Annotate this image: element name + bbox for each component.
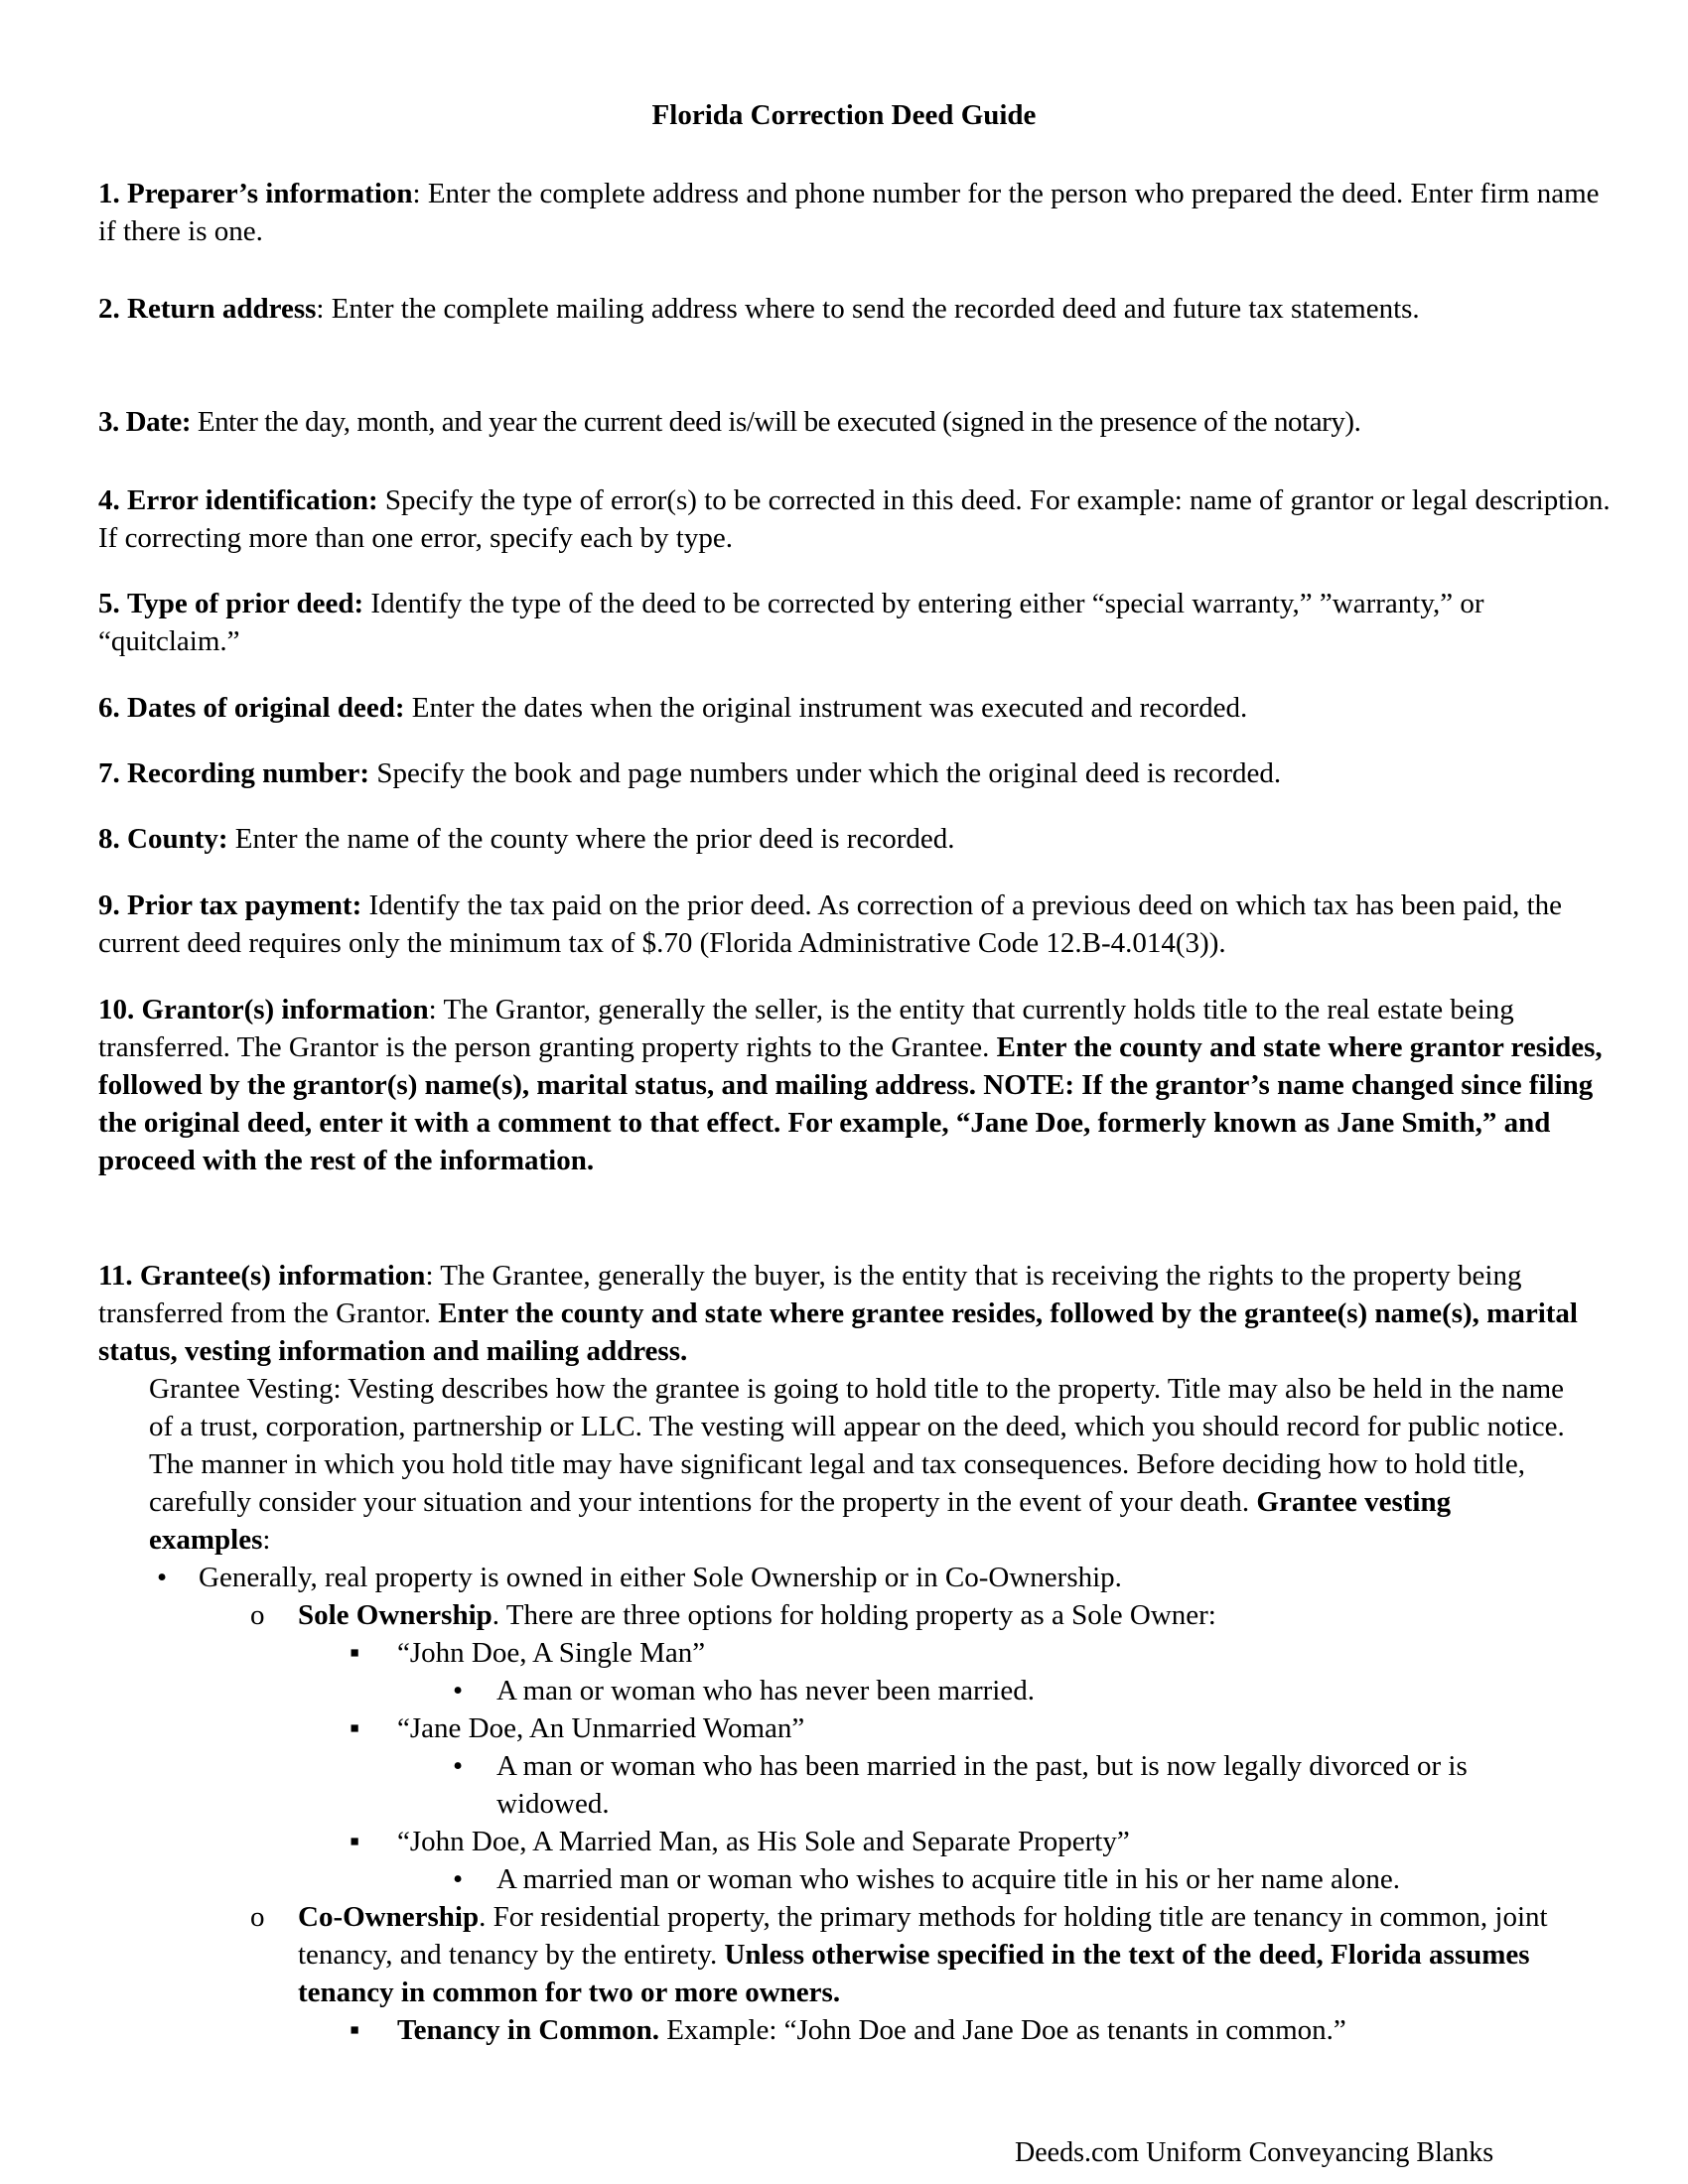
vesting-examples-label: Grantee vesting examples <box>149 1486 1452 1556</box>
square-marker: ▪ <box>350 1826 360 1857</box>
item-dates-of-original-deed <box>98 689 1613 727</box>
co-ownership-label: Co-Ownership <box>298 1901 480 1933</box>
item-text: Enter the name of the county where the prior deed is recorded. <box>227 823 955 855</box>
item-return-address: 2. Return address: Enter the complete mailing address where to send the recorded deed and future tax statements. <box>98 293 1420 325</box>
tenancy-in-common-label: Tenancy in Common. <box>397 2014 660 2046</box>
bullet-marker: • <box>157 1562 168 1593</box>
item-number: 8. <box>98 823 120 855</box>
item-text: Enter the dates when the original instrument was executed and recorded. <box>404 692 1248 724</box>
list-item-description: A man or woman who has been married in the past, but is now legally divorced or is widowed. <box>496 1750 1468 1820</box>
item-prior-tax-payment <box>98 887 1613 962</box>
item-grantor-info: 10. Grantor(s) information: The Grantor, generally the seller, is the entity that currently holds title to the real estate being transferred. The Grantor is the person granting property rights to the Grantee. Enter the county and state where grantor resides, followed by the grantor(s) name(s), marital status, and mailing address. NOTE: If the grantor’s name changed since filing the original deed, enter it with a comment to that effect. For example, “Jane Doe, formerly known as Jane Smith,” and proceed with the rest of the information. <box>98 994 1603 1176</box>
vesting-text: Grantee Vesting: Vesting describes how the grantee is going to hold title to the property. Title may also be held in the name of a trust, corporation, partnership or LLC. The vesting will appear on the deed, which you should record for public notice. The manner in which you hold title may have significant legal and tax consequences. Before deciding how to hold title, carefully consider your situation and your intentions for the property in the event of your death. <box>149 1373 1565 1518</box>
item-number: 4. <box>98 484 120 516</box>
item-number: 3. <box>98 406 119 438</box>
item-number: 10. <box>98 994 135 1025</box>
page-footer: Deeds.com Uniform Conveyancing Blanks <box>1015 2137 1494 2168</box>
item-recording-number <box>98 754 1613 792</box>
item-number: 6. <box>98 692 120 724</box>
list-item-co-ownership: Co-Ownership. For residential property, the primary methods for holding title are tenancy in common, joint tenancy, and tenancy by the entirety. Unless otherwise specified in the text of the deed, Florida assumes tenancy in common for two or more owners. <box>298 1901 1548 2008</box>
item-emphasis: Enter the county and state where grantor resides, followed by the grantor(s) name(s), marital status, and mailing address. NOTE: If the grantor’s name changed since filing the original deed, enter it with a comment to that effect. For example, “Jane Doe, formerly known as Jane Smith,” and proceed with the rest of the information. <box>98 1031 1603 1176</box>
item-label: Error identification: <box>127 484 378 516</box>
item-text: Enter the day, month, and year the current deed is/will be executed (signed in the presence of the notary). <box>191 406 1361 438</box>
list-item-description: A married man or woman who wishes to acquire title in his or her name alone. <box>496 1863 1401 1895</box>
item-text: The Grantor, generally the seller, is the entity that currently holds title to the real estate being transferred. The Grantor is the person granting property rights to the Grantee. <box>98 994 1514 1063</box>
item-text: Enter the complete mailing address where to send the recorded deed and future tax statements. <box>324 293 1420 325</box>
co-ownership-emphasis: Unless otherwise specified in the text of the deed, Florida assumes tenancy in common for two or more owners. <box>298 1939 1530 2008</box>
sole-ownership-label: Sole Ownership <box>298 1599 492 1631</box>
item-preparer-info: 1. Preparer’s information: Enter the complete address and phone number for the person who prepared the deed. Enter firm name if there is one. <box>98 178 1600 247</box>
item-type-of-prior-deed <box>98 585 1613 660</box>
item-number: 5. <box>98 588 120 619</box>
square-marker: ▪ <box>350 2014 360 2046</box>
item-error-identification <box>98 481 1613 557</box>
bullet-marker: • <box>453 1675 464 1706</box>
item-text: Enter the complete address and phone number for the person who prepared the deed. Enter firm name if there is one. <box>98 178 1600 247</box>
item-number: 7. <box>98 757 120 789</box>
item-label: Date: <box>125 406 192 438</box>
item-number: 1. <box>98 178 120 209</box>
item-text: Specify the type of error(s) to be corrected in this deed. For example: name of grantor or legal description. If correcting more than one error, specify each by type. <box>98 484 1611 554</box>
item-label: Type of prior deed: <box>127 588 364 619</box>
list-item-example: “John Doe, A Single Man” <box>397 1637 706 1669</box>
grantee-vesting-paragraph: Grantee Vesting: Vesting describes how the grantee is going to hold title to the property. Title may also be held in the name of a trust, corporation, partnership or LLC. The vesting will appear on the deed, which you should record for public notice. The manner in which you hold title may have significant legal and tax consequences. Before deciding how to hold title, carefully consider your situation and your intentions for the property in the event of your death. Grantee vesting examples: <box>149 1373 1565 1556</box>
item-label: Grantor(s) information <box>141 994 429 1025</box>
bullet-marker: • <box>453 1750 464 1782</box>
item-label: Grantee(s) information <box>139 1260 426 1292</box>
list-item-sole-ownership: Sole Ownership. There are three options for holding property as a Sole Owner: <box>298 1599 1216 1631</box>
item-label: Dates of original deed: <box>127 692 405 724</box>
item-text: Identify the tax paid on the prior deed. As correction of a previous deed on which tax has been paid, the current deed requires only the minimum tax of $.70 (Florida Administrative Code 12.B-4.014(3)). <box>98 889 1563 959</box>
circle-marker: o <box>250 1599 265 1631</box>
item-text: Specify the book and page numbers under which the original deed is recorded. <box>369 757 1282 789</box>
square-marker: ▪ <box>350 1712 360 1744</box>
item-county <box>98 820 1613 858</box>
square-marker: ▪ <box>350 1637 360 1669</box>
list-item-tenancy-in-common: Tenancy in Common. Example: “John Doe and Jane Doe as tenants in common.” <box>397 2014 1346 2046</box>
item-grantee-info: 11. Grantee(s) information: The Grantee, generally the buyer, is the entity that is receiving the rights to the property being transferred from the Grantor. Enter the county and state where grantee resides, followed by the grantee(s) name(s), marital status, vesting information and mailing address. <box>98 1260 1578 1367</box>
item-label: Preparer’s information <box>127 178 413 209</box>
list-item-description: A man or woman who has never been married. <box>496 1675 1035 1706</box>
item-number: 9. <box>98 889 120 921</box>
item-date <box>98 403 1613 441</box>
bullet-marker: • <box>453 1863 464 1895</box>
item-text: Identify the type of the deed to be corrected by entering either “special warranty,” ”warranty,” or “quitclaim.” <box>98 588 1484 657</box>
item-label: Return address <box>127 293 317 325</box>
page-title: Florida Correction Deed Guide <box>651 99 1037 131</box>
item-number: 11. <box>98 1260 133 1292</box>
list-item-generally: Generally, real property is owned in either Sole Ownership or in Co-Ownership. <box>199 1562 1122 1593</box>
item-emphasis: Enter the county and state where grantee resides, followed by the grantee(s) name(s), marital status, vesting information and mailing address. <box>98 1297 1578 1367</box>
item-label: County: <box>127 823 228 855</box>
item-label: Prior tax payment: <box>127 889 362 921</box>
list-item-example: “Jane Doe, An Unmarried Woman” <box>397 1712 805 1744</box>
item-number: 2. <box>98 293 120 325</box>
circle-marker: o <box>250 1901 265 1933</box>
item-text: The Grantee, generally the buyer, is the entity that is receiving the rights to the property being transferred from the Grantor. <box>98 1260 1522 1329</box>
item-label: Recording number: <box>127 757 370 789</box>
list-item-example: “John Doe, A Married Man, as His Sole and Separate Property” <box>397 1826 1130 1857</box>
